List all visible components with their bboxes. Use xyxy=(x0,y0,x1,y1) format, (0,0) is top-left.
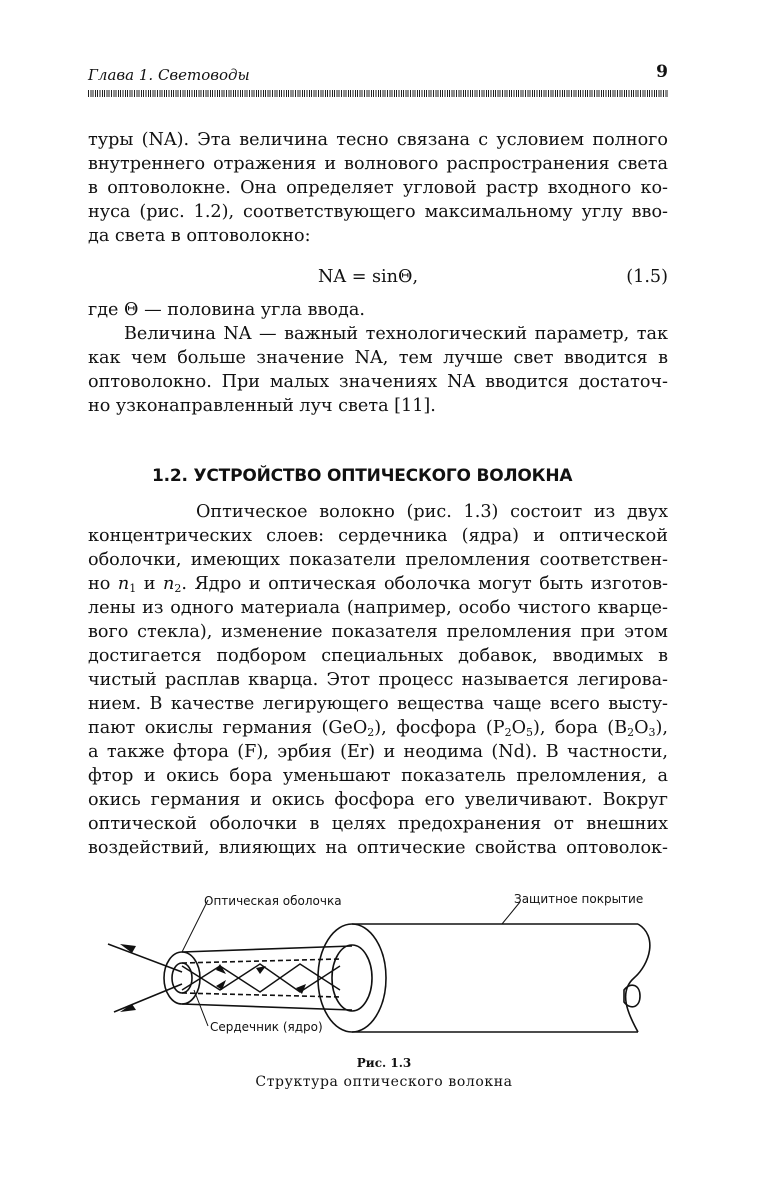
label-core: Сердечник (ядро) xyxy=(210,1020,323,1034)
equation-number: (1.5) xyxy=(626,267,668,287)
text-line: лены из одного материала (например, особо чистого кварце- xyxy=(88,598,668,618)
text-line: а также фтора (F), эрбия (Er) и неодима (Nd). В частности, xyxy=(88,742,668,762)
cladding-bottom-edge xyxy=(182,1004,352,1010)
figure-caption-title: Рис. 1.3 xyxy=(356,1056,412,1070)
coating-inner-ring xyxy=(332,945,372,1011)
formula: NA = sinΘ, xyxy=(318,267,419,287)
fiber-structure-figure xyxy=(90,886,680,1051)
cladding-top-edge xyxy=(182,946,352,952)
text-line: чистый расплав кварца. Этот процесс называется легирова- xyxy=(88,670,668,690)
text-line: пают окислы германия (GeO$_2$), фосфора $(P_2O_5)$, бора $(B_2O_3)$, xyxy=(88,718,668,739)
text-line: в оптоволокне. Она определяет угловой растр входного ко- xyxy=(88,178,668,198)
cladding-front-end xyxy=(164,952,200,1004)
chapter-title: Глава 1. Световоды xyxy=(88,66,250,84)
leader-core xyxy=(194,990,208,1026)
fiber-diagram xyxy=(90,886,680,1051)
incident-ray-2 xyxy=(114,984,182,1012)
section-title: 1.2. УСТРОЙСТВО ОПТИЧЕСКОГО ВОЛОКНА xyxy=(152,466,573,486)
page-number: 9 xyxy=(656,62,668,82)
text-line: оптической оболочки в целях предохранения от внешних xyxy=(88,814,668,834)
core-front-end xyxy=(172,963,192,993)
text-line: воздействий, влияющих на оптические свойства оптоволок- xyxy=(88,838,668,858)
running-header xyxy=(88,62,668,88)
header-rule xyxy=(88,90,668,97)
label-cladding: Оптическая оболочка xyxy=(204,894,342,908)
core-top-edge xyxy=(182,959,340,963)
arrowhead xyxy=(256,966,266,974)
text-line: оболочки, имеющих показатели преломления соответствен- xyxy=(88,550,668,570)
text-line: как чем больше значение NA, тем лучше свет вводится в xyxy=(88,348,668,368)
text-line: внутреннего отражения и волнового распространения света xyxy=(88,154,668,174)
label-coating: Защитное покрытие xyxy=(514,892,644,906)
text-line: Оптическое волокно (рис. 1.3) состоит из двух xyxy=(196,502,668,522)
text-line: нием. В качестве легирующего вещества чаще всего высту- xyxy=(88,694,668,714)
text-line: да света в оптоволокно: xyxy=(88,226,311,246)
text-line: Величина NA — важный технологический параметр, так xyxy=(124,324,668,344)
text-line: но узконаправленный луч света [11]. xyxy=(88,396,436,416)
coating-cut-end xyxy=(626,924,650,1032)
figure-caption-text: Структура оптического волокна xyxy=(255,1074,513,1090)
text-line: вого стекла), изменение показателя преломления при этом xyxy=(88,622,668,642)
text-line: туры (NA). Эта величина тесно связана с условием полного xyxy=(88,130,668,150)
text-line: концентрических слоев: сердечника (ядра) и оптической xyxy=(88,526,668,546)
text-line: оптоволокно. При малых значениях NA вводится достаточ- xyxy=(88,372,668,392)
core-bottom-edge xyxy=(182,993,340,997)
coating-front-end xyxy=(318,924,386,1032)
text-line: фтор и окись бора уменьшают показатель преломления, а xyxy=(88,766,668,786)
text-line: достигается подбором специальных добавок, вводимых в xyxy=(88,646,668,666)
text-line: окись германия и окись фосфора его увеличивают. Вокруг xyxy=(88,790,668,810)
text-line: нуса (рис. 1.2), соответствующего максимальному углу вво- xyxy=(88,202,668,222)
text-line: но $n_1$ и $n_2$. Ядро и оптическая оболочка могут быть изготов- xyxy=(88,574,668,595)
text-line: где Θ — половина угла ввода. xyxy=(88,300,365,320)
